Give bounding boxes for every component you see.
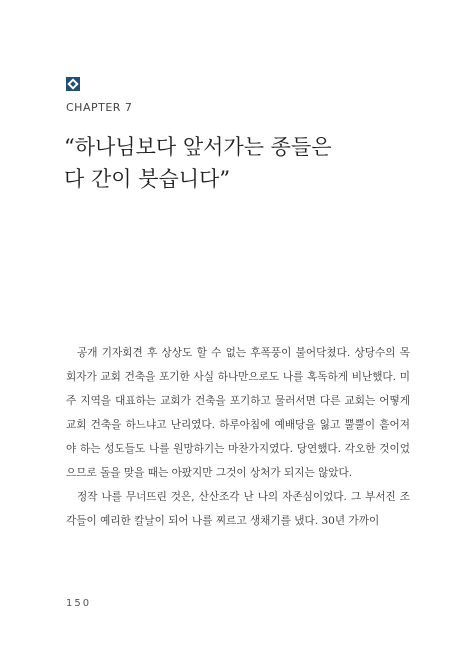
page-number: 150 [66,598,92,609]
chapter-title: “하나님보다 앞서가는 종들은 다 간이 붓습니다” [64,135,332,191]
body-text [66,341,410,533]
paragraph: 공개 기자회견 후 상상도 할 수 없는 후폭풍이 불어닥쳤다. 상당수의 목회자가 교회 건축을 포기한 사실 하나만으로도 나를 혹독하게 비난했다. 미주 지역을 대표하는 교회가 건축을 포기하고 물러서면 다른 교회는 어떻게 교회 건축을 하느냐고 난리였다. 하루아침에 예배당을 잃고 뿔뿔이 흩어져야 하는 성도들도 나를 원망하기는 마찬가지였다. 당연했다. 각오한 것이었으므로 돌을 맞을 때는 아팠지만 그것이 상처가 되지는 않았다. [66,347,410,479]
paragraph: 정작 나를 무너뜨린 것은, 산산조각 난 나의 자존심이었다. 그 부서진 조각들이 예리한 칼날이 되어 나를 찌르고 생채기를 냈다. 30년 가까이 [66,491,410,527]
chapter-label: CHAPTER 7 [66,101,133,114]
chapter-emblem-icon [66,77,80,91]
